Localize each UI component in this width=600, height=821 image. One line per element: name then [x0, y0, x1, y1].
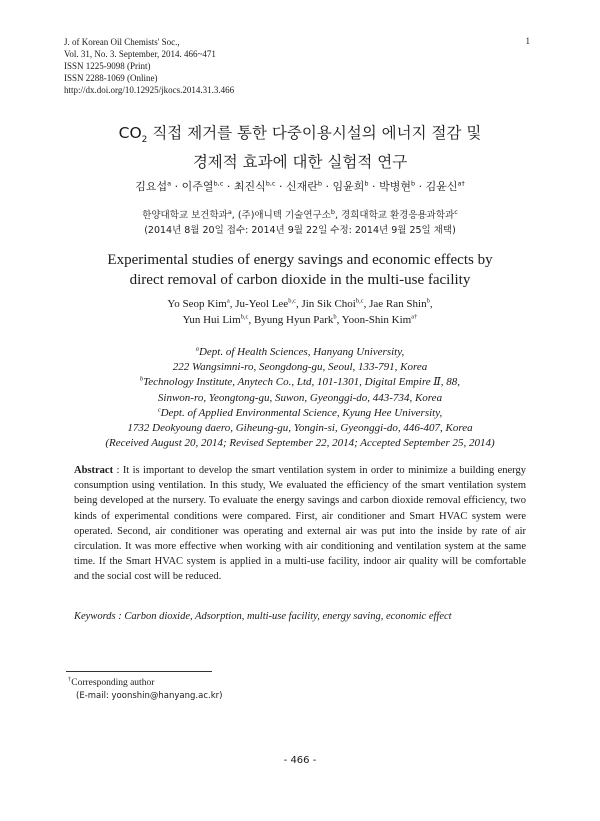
author-separator: ·	[368, 180, 380, 193]
author-sup: b	[333, 313, 337, 321]
author-name: Yo Seop Kim	[167, 298, 227, 310]
aff-sup: c	[157, 406, 161, 414]
affiliation-line: Sinwon-ro, Yeongtong-gu, Suwon, Gyeonggi-do, 443-734, Korea	[157, 391, 443, 404]
aff-sup-a: a	[227, 207, 232, 216]
english-authors: Yo Seop Kim$^a$, Ju-Yeol Lee$^{b,c}$, Jin Sik Choi$^{b,c}$, Jae Ran Shin$^b$, Yun Hui Lim$^{b,c}$, Byung Hyun Park$^b$, Yoon-Shin Kim$^{a\dagger}$	[167, 297, 433, 326]
korean-author-sup: a	[167, 179, 172, 188]
author-sup: b,c	[240, 313, 249, 321]
dagger-mark: †	[68, 675, 72, 683]
korean-author-sup: b	[317, 179, 323, 188]
aff-sup: a	[195, 345, 199, 353]
author-separator: ·	[171, 180, 182, 193]
author-name: Byung Hyun Park	[253, 314, 334, 326]
korean-author-sup: a†	[457, 179, 465, 188]
doi-link[interactable]: http://dx.doi.org/10.12925/jkocs.2014.31.3.466	[64, 85, 235, 95]
co2-prefix: CO	[118, 124, 142, 142]
aff-sup-c: c	[454, 207, 458, 216]
journal-citation: J. of Korean Oil Chemists' Soc.,	[64, 37, 180, 47]
korean-author-name: 최진식	[233, 180, 266, 193]
author-separator: ·	[415, 180, 426, 193]
korean-author-name: 김윤신	[425, 180, 458, 193]
keywords-text: Carbon dioxide, Adsorption, multi-use facility, energy saving, economic effect	[124, 611, 452, 622]
issn-online: ISSN 2288-1069 (Online)	[64, 73, 158, 83]
korean-aff-c: 경희대학교 환경응용과학과	[341, 210, 455, 221]
author-sup: a	[226, 297, 230, 305]
korean-author-sup: b,c	[213, 179, 224, 188]
author-name: Yoon-Shin Kim	[341, 314, 412, 326]
author-name: Yun Hui Lim	[182, 314, 241, 326]
author-separator: ·	[223, 180, 234, 193]
keywords-separator: :	[115, 611, 125, 622]
affiliation-line: Technology Institute, Anytech Co., Ltd, 101-1301, Digital Empire Ⅱ, 88,	[143, 376, 461, 389]
author-separator: ·	[275, 180, 286, 193]
footnote-divider	[66, 671, 212, 672]
abstract	[74, 463, 526, 585]
footnote	[68, 677, 222, 703]
korean-title	[40, 122, 560, 173]
page-number: - 466 -	[283, 755, 317, 766]
corner-page-number: 1	[525, 36, 530, 46]
korean-author-name: 박병현	[379, 180, 411, 193]
author-sup: b	[426, 297, 430, 305]
korean-author-sup: b	[364, 179, 369, 188]
korean-aff-b: (주)애니텍 기술연구소	[237, 210, 331, 221]
korean-aff-a: 한양대학교 보건학과	[142, 210, 228, 221]
corresponding-email[interactable]: (E-mail: yoonshin@hanyang.ac.kr)	[76, 691, 223, 701]
affiliation-line: 222 Wangsimni-ro, Seongdong-gu, Seoul, 133-791, Korea	[172, 361, 428, 374]
korean-title-line2: 경제적 효과에 대한 실험적 연구	[192, 153, 408, 172]
keywords	[74, 611, 534, 622]
korean-author-name: 신재란	[286, 180, 318, 193]
korean-dates: (2014년 8월 20일 접수: 2014년 9월 22일 수정: 2014년 9월 25일 채택)	[144, 225, 456, 236]
english-title-line1: Experimental studies of energy savings and economic effects by	[107, 252, 493, 268]
journal-volume: Vol. 31, No. 3. September, 2014. 466~471	[64, 49, 216, 59]
author-name: Ju-Yeol Lee	[235, 298, 289, 310]
korean-author-sup: b,c	[265, 179, 276, 188]
author-sup: b,c	[288, 297, 296, 305]
english-affiliations	[40, 345, 560, 451]
korean-title-line1: 직접 제거를 통한 다중이용시설의 에너지 절감 및	[147, 124, 482, 142]
english-title-line2: direct removal of carbon dioxide in the multi-use facility	[129, 272, 471, 288]
korean-author-sup: b	[410, 179, 416, 188]
author-name: Jin Sik Choi	[301, 298, 356, 310]
received-dates: (Received August 20, 2014; Revised September 22, 2014; Accepted September 25, 2014)	[105, 437, 495, 450]
aff-sup: b	[139, 375, 144, 383]
abstract-label: Abstract	[74, 465, 114, 476]
affiliation-line: 1732 Deokyoung daero, Giheung-gu, Yongin-si, Gyeonggi-do, 446-407, Korea	[127, 422, 473, 435]
korean-author-name: 김요섭	[135, 180, 168, 193]
abstract-text: It is important to develop the smart ventilation system in order to minimize a building energy consumption using ventilation. In this study, We evaluated the efficiency of the smart ventilation system being developed at the nursery. To evaluate the energy savings and carbon dioxide removal efficiency, two kinds of experimental conditions were compared. First, air conditioner and Smart HVAC system were operated. Second, air conditioner was operating and external air was put into the inside by rate of air circulation. It was more effective when working with air conditioning and ventilation system at the same time. If the Smart HVAC system is applied in a multi-use facility, indoor air quality will be comfortable and the social cost will be reduced.	[74, 465, 526, 583]
corresponding-author-label: Corresponding author	[71, 678, 155, 688]
keywords-label: Keywords	[74, 611, 116, 622]
author-sup: a†	[411, 313, 418, 321]
co2-subscript: 2	[141, 135, 148, 146]
aff-sup-b: b	[330, 207, 336, 216]
korean-author-name: 임윤희	[332, 180, 365, 193]
korean-author-name: 이주열	[181, 180, 214, 193]
author-name: Jae Ran Shin	[369, 298, 427, 310]
author-sup: b,c	[355, 297, 364, 305]
author-separator: ·	[322, 180, 333, 193]
affiliation-line: Dept. of Health Sciences, Hanyang University,	[198, 346, 405, 358]
issn-print: ISSN 1225-9098 (Print)	[64, 61, 151, 71]
journal-header	[64, 36, 234, 96]
english-title	[40, 250, 560, 290]
affiliation-line: Dept. of Applied Environmental Science, Kyung Hee University,	[160, 406, 443, 419]
abstract-separator: :	[113, 465, 123, 476]
korean-authors	[40, 178, 560, 194]
korean-affiliation: 한양대학교 보건학과$^a$, (주)애니텍 기술연구소$^b$, 경희대학교 환경응용과학과$^c$ (2014년 8월 20일 접수: 2014년 9월 22일 수정: 2014년 9월 25일 채택)	[40, 208, 560, 238]
